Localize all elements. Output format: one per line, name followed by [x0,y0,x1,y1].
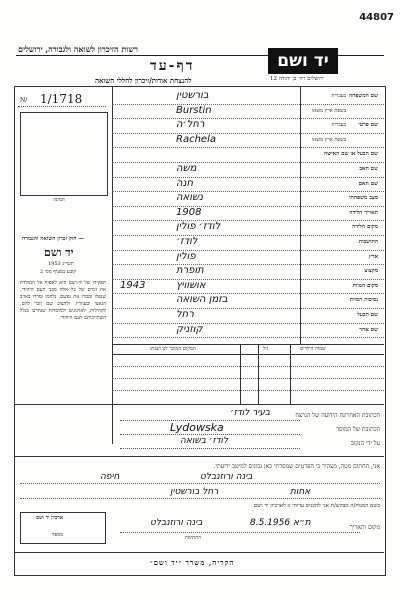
field-value: בורשטין [176,90,209,101]
field-row [112,105,384,120]
field-value: לודז׳ פולין [176,221,221,233]
signature: בינה ורוזנבלט [150,518,203,528]
field-label: נסיבות המוות [349,297,378,304]
field-value: 1908 [176,206,202,218]
field-row [112,221,384,236]
field-label: ארץ [368,253,378,260]
field-value: Burstin [176,104,212,116]
field-label: שם האם [358,180,378,187]
field-value: Rachela [176,133,216,145]
field-sublabel: בשפת ארץ מוצאו [311,136,346,143]
corner-number: 44807 [359,12,394,23]
law-text: תפקידו של יד-ושם הוא לאסוף אל המולדת את זכרם של כל אלה מבני העם היהודי, שנפלו ומסרו את נפשם, נלחמו ומרדו באויב הנאצי ובעוזריו, ולהציב שם וזכר להם, לקהילות, לארגונים ולמוסדות שנחרבו בגלל השתייכותם לעם היהודי. [20,280,106,321]
field-row [112,251,384,266]
decl-fill-city: חיפה [100,472,120,482]
field-label: מקום המוות [352,282,378,289]
field-label: מקום הלידה [352,224,378,231]
field-underline [112,337,384,338]
declaration: אני, החתום מטה, מצהיר כי הפרטים שמסרתי כאן נכונים למיטב ידיעתי. [213,463,380,470]
field-row [112,294,384,309]
field-value: רחל׳ה [176,119,205,131]
field-value: פולין [176,250,196,262]
decl-fill-name: בינה ורוזנבלט [200,472,253,482]
archive-box-sub: מספר [52,532,63,538]
field-label: שם האב [359,166,378,172]
field-value: אושוויץ [176,279,206,291]
field-row [112,163,384,178]
field-row [112,134,384,149]
field-value: לודז׳ [176,236,198,247]
related-value: לודז׳ בשואה [180,436,229,446]
yad-vashem-logo [268,48,338,74]
photo-label: תמונה [53,197,65,203]
field-row [112,90,384,105]
last-address-label: הכתובת האחרונה הידועה של הנרצח [295,412,380,419]
law-title: חוק זכרון השואה והגבורה — [22,236,84,242]
field-row [112,119,384,134]
archive-box-title: ארכיון יד ושם [36,515,64,521]
field-label: מקצוע [364,268,378,275]
field-label: שם פרטי [358,122,378,129]
field-sublabel: בשפת ארץ מוצאו [311,107,346,114]
field-row [112,324,384,339]
related-label: על ידי הנקוב [350,440,380,447]
footer: הקריה, משרד ״יד ושם״ [150,558,235,567]
field-label: שם הבעל או שם האישה [324,151,378,158]
address-line: ירושלים רח׳ בן יהודה 12 [270,76,324,82]
signature-label: החתימה [185,535,202,541]
field-label: התושבות [358,239,378,245]
field-row [112,265,384,280]
field-row [112,148,384,163]
field-row [112,236,384,251]
reg-label: N/ [20,97,28,104]
field-label: שם המשפחה [349,93,378,99]
law-name: יד ושם [44,246,74,259]
reporter-address-value: Lydowska [170,421,224,434]
field-label: תאריך הלידה [349,209,378,216]
form-title: דף-עד [150,58,195,74]
field-row [112,309,384,324]
field-label: שם הבעל [357,312,378,318]
decl-fill-deceased: רחל בורשטין [170,487,219,497]
children-col-age: גיל [263,346,269,352]
photo-box [20,112,108,196]
place-date-value: ת״א 8.5.1956 [250,518,311,528]
closing-text: בשם המנוח/ה מבקש/ת אני להכניס עדותי זו לארכיון יד ושם [253,503,380,509]
form-subtitle: להנצחת אודות/זיכרון לחללי השואה [95,76,192,85]
institution-name: רשות הזיכרון לשואה ולגבורה, ירושלים [18,44,138,54]
law-sub: קובע בסעיף מס׳ 2 [40,269,77,275]
logo-text: יד ושם [277,51,329,71]
field-sublabel: בעברית [331,93,346,99]
field-value-secondary: 1943 [120,279,146,291]
field-row [112,178,384,193]
field-value: חנה [176,177,194,189]
field-label: שם אחר [359,326,378,333]
field-sublabel: בעברית [331,122,346,129]
place-date-label: מקום ותאריך [349,524,380,531]
field-label: מצב משפחתי [349,195,378,202]
field-value: משה [176,163,197,174]
field-value: תופרת [176,265,204,277]
field-value: בזמן השואה [176,294,228,306]
field-row [112,207,384,222]
reporter-address-label: הכתובת של המוסר [336,426,380,433]
last-address-value: בעיר לודז׳ [230,408,271,418]
children-col-names: שמות הילדים [300,346,326,352]
field-value: נשואה [176,192,204,204]
field-value: קוזניק [176,323,203,335]
reg-value: 1/1718 [40,92,83,106]
field-row [112,192,384,207]
decl-fill-relation: אחות [290,487,311,497]
law-year: תשי״ג 1953 [48,261,74,267]
field-value: רחל [176,309,194,320]
field-row [112,280,384,295]
children-col-place: המקום המוכר לנו ושנתו [150,346,196,352]
